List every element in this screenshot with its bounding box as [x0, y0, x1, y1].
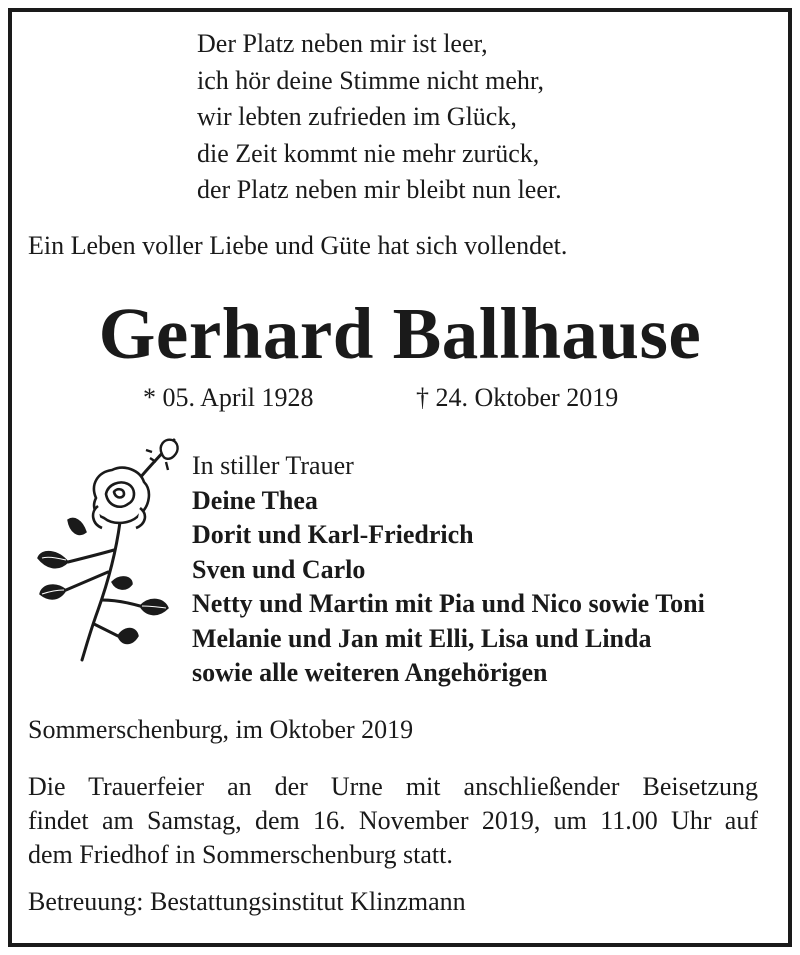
- ceremony-line: dem Friedhof in Sommerschenburg statt.: [28, 840, 453, 869]
- poem-line: der Platz neben mir bleibt nun leer.: [197, 175, 562, 204]
- poem-line: ich hör deine Stimme nicht mehr,: [197, 65, 544, 95]
- ceremony-line: Die Trauerfeier an der Urne mit anschließender Beisetzung: [28, 772, 758, 801]
- death-date: † 24. Oktober 2019: [416, 383, 619, 412]
- poem: [197, 26, 562, 209]
- rose-icon: [28, 432, 188, 664]
- mourner-line: Melanie und Jan mit Elli, Lisa und Linda: [192, 623, 652, 653]
- poem-line: Der Platz neben mir ist leer,: [197, 29, 488, 58]
- poem-line: wir lebten zufrieden im Glück,: [197, 102, 517, 131]
- deceased-name: Gerhard Ballhause: [98, 293, 702, 374]
- intro-sentence: Ein Leben voller Liebe und Güte hat sich vollendet.: [28, 231, 568, 260]
- mourner-line: sowie alle weiteren Angehörigen: [192, 658, 548, 687]
- mourner-line: Netty und Martin mit Pia und Nico sowie Toni: [192, 589, 705, 618]
- ceremony-notice: [28, 770, 758, 872]
- poem-line: die Zeit kommt nie mehr zurück,: [197, 138, 540, 168]
- mourner-line: Dorit und Karl-Friedrich: [192, 520, 474, 549]
- funeral-care-note: Betreuung: Bestattungsinstitut Klinzmann: [28, 887, 466, 916]
- mourners-list: [192, 449, 705, 691]
- mourner-line: Deine Thea: [192, 485, 318, 515]
- ceremony-line: findet am Samstag, dem 16. November 2019, um 11.00 Uhr auf: [28, 806, 758, 835]
- mourners-heading: In stiller Trauer: [192, 451, 354, 480]
- place-date: Sommerschenburg, im Oktober 2019: [28, 715, 414, 744]
- birth-date: * 05. April 1928: [143, 383, 314, 412]
- mourner-line: Sven und Carlo: [192, 554, 366, 584]
